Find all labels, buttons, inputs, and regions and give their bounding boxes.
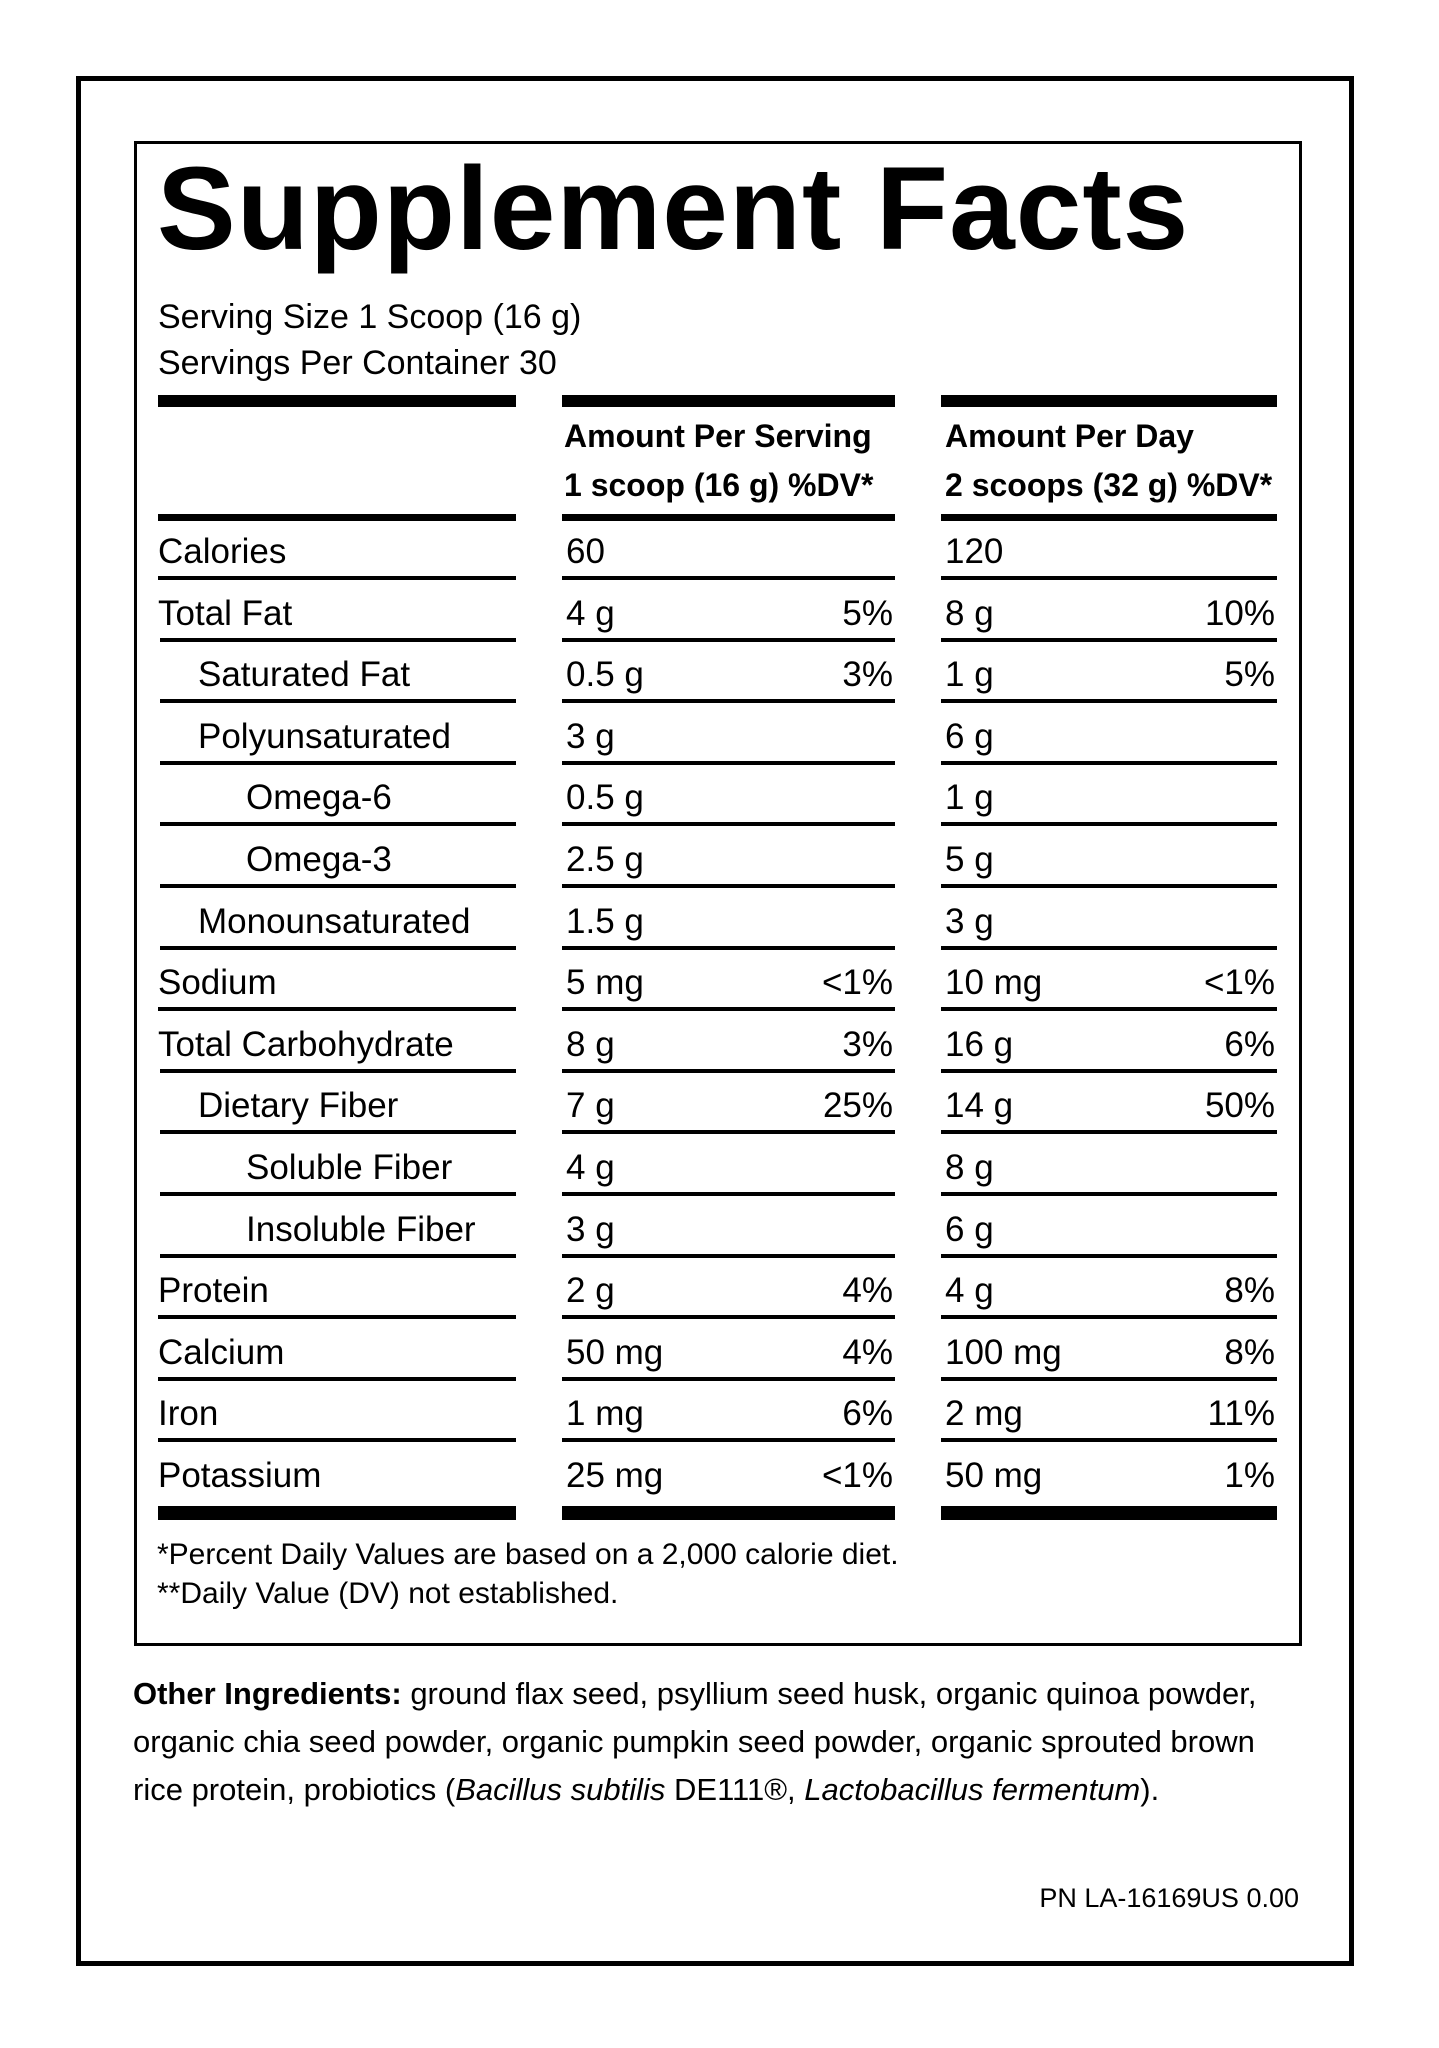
amount-per-serving: 4 g: [566, 593, 615, 633]
row-divider: [160, 1192, 516, 1196]
dv-per-day: 10%: [1204, 593, 1275, 633]
col2-header-line1: Amount Per Day: [945, 418, 1194, 454]
header-rule-names: [158, 395, 516, 407]
row-divider: [562, 946, 895, 950]
footer-rule-day: [941, 1506, 1277, 1520]
row-divider: [941, 1069, 1277, 1073]
row-divider: [941, 638, 1277, 642]
amount-per-day: 6 g: [945, 716, 994, 756]
row-divider: [941, 1130, 1277, 1134]
ingredients-text: ground flax seed, psyllium seed husk, organic quinoa powder, organic chia seed powder, organic pumpkin seed powder, organic sprouted brown rice protein, probiotics (: [133, 1676, 1257, 1807]
dv-per-day: 50%: [1204, 1086, 1275, 1126]
row-divider: [941, 576, 1277, 580]
amount-per-day: 3 g: [945, 901, 994, 941]
dv-per-serving: <1%: [821, 963, 893, 1003]
amount-per-serving: 1.5 g: [566, 901, 644, 941]
nutrient-name: Sodium: [158, 963, 277, 1003]
row-divider: [158, 576, 516, 580]
row-divider: [160, 699, 516, 703]
dv-per-day: <1%: [1203, 963, 1275, 1003]
nutrient-name: Omega-3: [246, 840, 392, 879]
amount-per-serving: 4 g: [566, 1148, 615, 1187]
dv-per-serving: <1%: [821, 1456, 893, 1495]
row-divider: [562, 1254, 895, 1258]
nutrient-name: Polyunsaturated: [198, 716, 451, 756]
row-divider: [941, 1007, 1277, 1011]
header-bottom-rule-serving: [562, 514, 895, 521]
row-divider: [562, 576, 895, 580]
row-divider: [941, 1377, 1277, 1381]
col1-header-line2: 1 scoop (16 g) %DV*: [564, 467, 874, 503]
row-divider: [562, 638, 895, 642]
dv-per-serving: 25%: [822, 1086, 893, 1126]
header-bottom-rule-names: [158, 514, 516, 521]
row-divider: [160, 822, 516, 826]
amount-per-serving: 50 mg: [566, 1332, 664, 1372]
row-divider: [562, 822, 895, 826]
dv-per-day: 6%: [1224, 1024, 1275, 1064]
ingredients-label: Other Ingredients:: [133, 1676, 402, 1711]
dv-per-day: 11%: [1207, 1394, 1275, 1434]
row-divider: [158, 1315, 516, 1319]
amount-per-day: 5 g: [945, 840, 994, 879]
amount-per-serving: 3 g: [566, 716, 615, 756]
row-divider: [941, 822, 1277, 826]
nutrient-name: Total Carbohydrate: [158, 1024, 454, 1064]
amount-per-serving: 8 g: [566, 1024, 615, 1064]
dv-per-serving: 6%: [842, 1394, 893, 1434]
dv-per-day: 8%: [1224, 1271, 1275, 1311]
row-divider: [941, 761, 1277, 765]
row-divider: [158, 1007, 516, 1011]
nutrient-name: Monounsaturated: [198, 901, 471, 941]
part-number: PN LA-16169US 0.00: [1039, 1883, 1299, 1913]
row-divider: [941, 1254, 1277, 1258]
nutrient-name: Potassium: [158, 1456, 322, 1495]
dv-per-day: 8%: [1224, 1332, 1275, 1372]
row-divider: [562, 1069, 895, 1073]
footer-rule-names: [158, 1506, 516, 1520]
ingredients-italic-2: Lactobacillus fermentum: [804, 1772, 1141, 1807]
header-bottom-rule-day: [941, 514, 1277, 521]
amount-per-day: 16 g: [945, 1024, 1014, 1064]
row-divider: [941, 884, 1277, 888]
amount-per-day: 8 g: [945, 1148, 994, 1187]
ingredients-text-2: DE111®,: [665, 1772, 805, 1807]
row-divider: [160, 1254, 516, 1258]
servings-per-container: Servings Per Container 30: [158, 344, 557, 382]
amount-per-serving: 0.5 g: [566, 655, 644, 695]
row-divider: [941, 699, 1277, 703]
other-ingredients: [133, 1670, 1313, 1814]
row-divider: [941, 1192, 1277, 1196]
row-divider: [562, 761, 895, 765]
dv-per-serving: 4%: [842, 1332, 893, 1372]
footnote-not-established: **Daily Value (DV) not established.: [157, 1577, 619, 1610]
nutrient-name: Calories: [158, 532, 287, 571]
nutrient-name: Protein: [158, 1271, 269, 1311]
dv-per-day: 5%: [1224, 655, 1275, 695]
row-divider: [158, 1377, 516, 1381]
nutrient-name: Soluble Fiber: [246, 1148, 453, 1187]
amount-per-day: 1 g: [945, 778, 994, 818]
ingredients-text-3: ).: [1140, 1772, 1160, 1807]
amount-per-serving: 2.5 g: [566, 840, 644, 879]
dv-per-serving: 5%: [842, 593, 893, 633]
header-rule-day: [941, 395, 1277, 407]
footer-rule-serving: [562, 1506, 895, 1520]
amount-per-day: 4 g: [945, 1271, 994, 1311]
row-divider: [941, 1315, 1277, 1319]
nutrient-name: Saturated Fat: [198, 655, 411, 695]
nutrient-name: Omega-6: [246, 778, 392, 818]
amount-per-serving: 1 mg: [566, 1394, 644, 1434]
row-divider: [941, 1438, 1277, 1442]
row-divider: [562, 1438, 895, 1442]
col1-header-line1: Amount Per Serving: [564, 418, 872, 454]
row-divider: [562, 699, 895, 703]
nutrient-name: Calcium: [158, 1332, 285, 1372]
row-divider: [160, 1130, 516, 1134]
row-divider: [941, 946, 1277, 950]
amount-per-day: 100 mg: [945, 1332, 1062, 1372]
row-divider: [562, 1377, 895, 1381]
amount-per-serving: 2 g: [566, 1271, 615, 1311]
panel-title: Supplement Facts: [157, 143, 1190, 275]
amount-per-day: 2 mg: [945, 1394, 1023, 1434]
row-divider: [562, 1192, 895, 1196]
dv-per-serving: 3%: [842, 1024, 893, 1064]
row-divider: [562, 1315, 895, 1319]
amount-per-day: 120: [945, 532, 1004, 571]
ingredients-italic-1: Bacillus subtilis: [455, 1772, 666, 1807]
footnote-dv: *Percent Daily Values are based on a 2,000 calorie diet.: [157, 1538, 899, 1571]
row-divider: [160, 1069, 516, 1073]
header-rule-serving: [562, 395, 895, 407]
amount-per-day: 50 mg: [945, 1456, 1043, 1495]
nutrient-name: Dietary Fiber: [198, 1086, 399, 1126]
dv-per-serving: 4%: [842, 1271, 893, 1311]
nutrient-name: Total Fat: [158, 593, 293, 633]
amount-per-serving: 25 mg: [566, 1456, 664, 1495]
col2-header-line2: 2 scoops (32 g) %DV*: [945, 467, 1273, 503]
amount-per-day: 10 mg: [945, 963, 1043, 1003]
amount-per-day: 8 g: [945, 593, 994, 633]
serving-size: Serving Size 1 Scoop (16 g): [158, 298, 582, 336]
amount-per-day: 14 g: [945, 1086, 1014, 1126]
amount-per-serving: 5 mg: [566, 963, 644, 1003]
row-divider: [562, 1007, 895, 1011]
row-divider: [160, 946, 516, 950]
row-divider: [158, 1438, 516, 1442]
row-divider: [562, 1130, 895, 1134]
amount-per-serving: 0.5 g: [566, 778, 644, 818]
row-divider: [160, 761, 516, 765]
amount-per-day: 1 g: [945, 655, 994, 695]
row-divider: [160, 638, 516, 642]
amount-per-day: 6 g: [945, 1209, 994, 1249]
amount-per-serving: 7 g: [566, 1086, 615, 1126]
row-divider: [160, 884, 516, 888]
row-divider: [562, 884, 895, 888]
nutrient-name: Insoluble Fiber: [246, 1209, 476, 1249]
dv-per-serving: 3%: [842, 655, 893, 695]
amount-per-serving: 3 g: [566, 1209, 615, 1249]
amount-per-serving: 60: [566, 532, 605, 571]
nutrient-name: Iron: [158, 1394, 219, 1434]
dv-per-day: 1%: [1224, 1456, 1275, 1495]
